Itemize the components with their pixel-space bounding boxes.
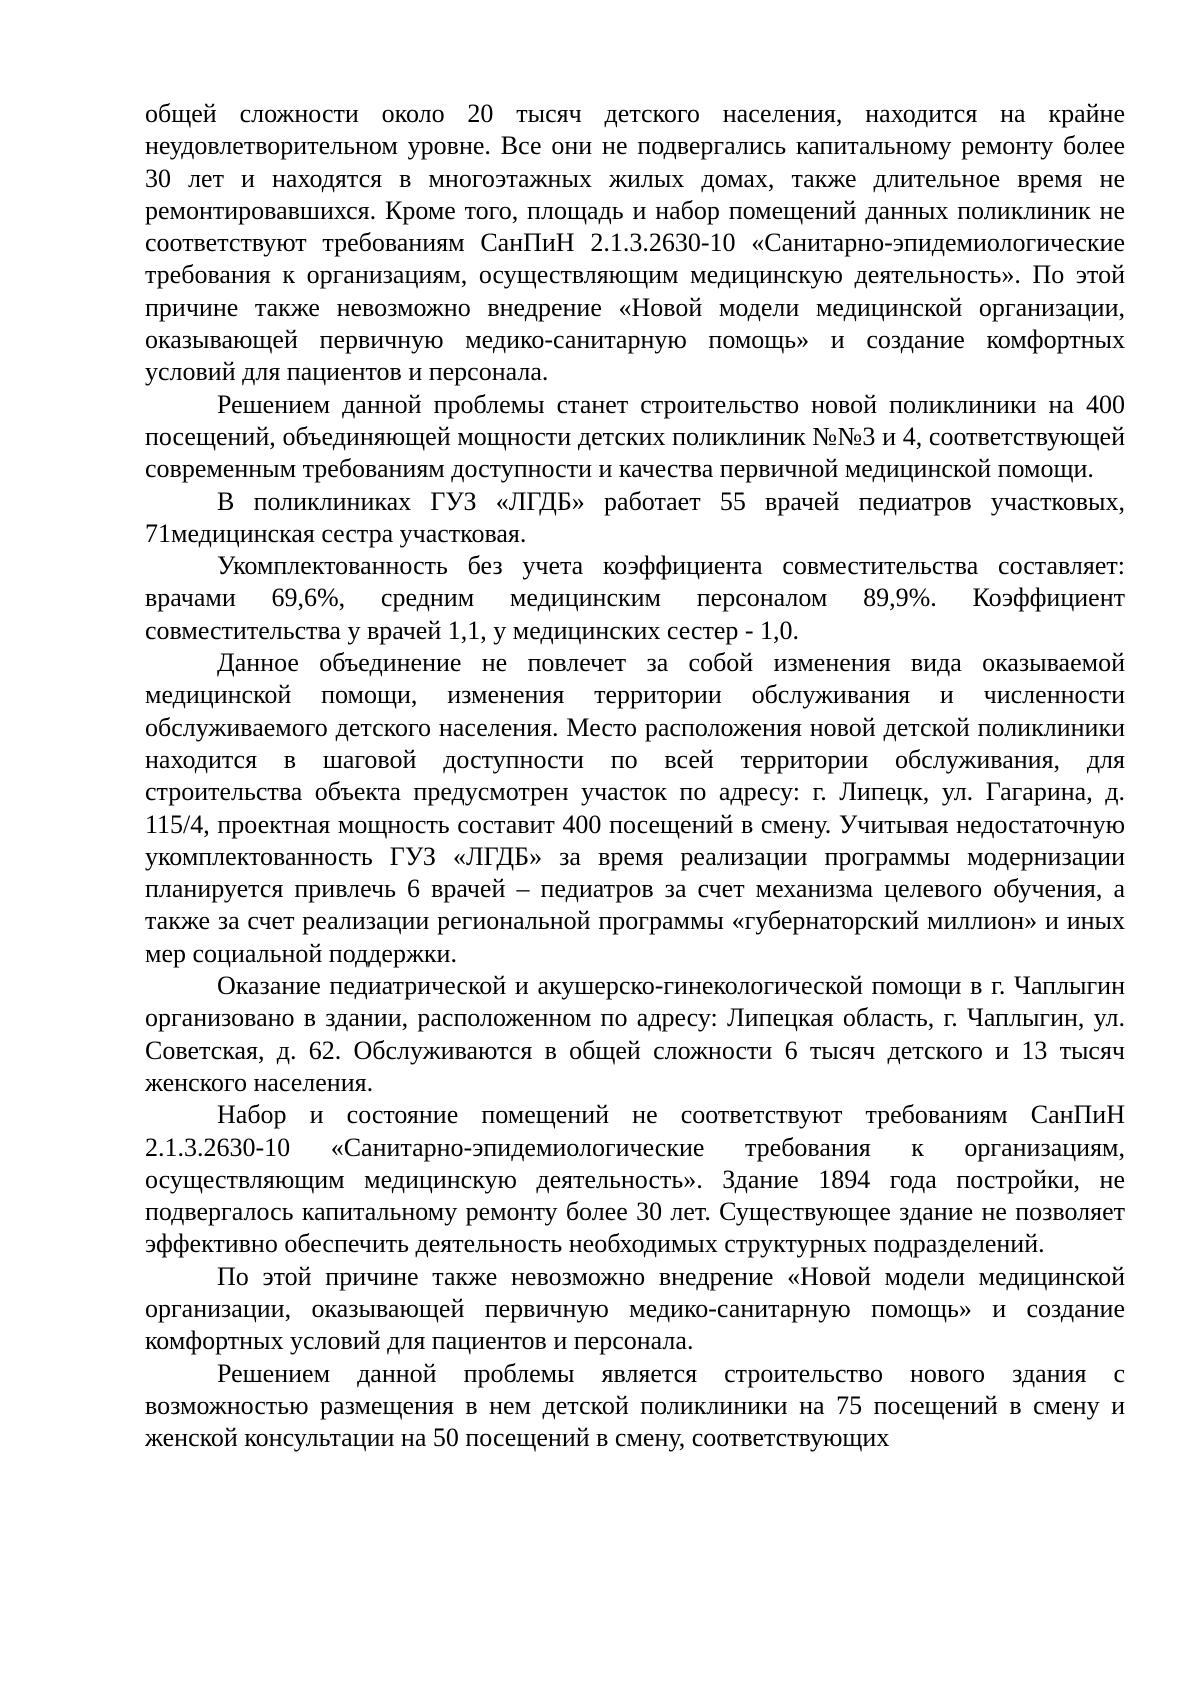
paragraph-staffing-level: Укомплектованность без учета коэффициента совместительства составляет: врачами 69,6%, средним медицинским персоналом 89,9%. Коэффициент совместительства у врачей 1,1, у медицинских сестер - 1,0. xyxy=(145,551,1125,645)
paragraph-building-condition: Набор и состояние помещений не соответствуют требованиям СанПиН 2.1.3.2630-10 «Санитарно-эпидемиологические требования к организациям, осуществляющим медицинскую деятельность». Здание 1894 года постройки, не подвергалось капитальному ремонту более 30 лет. Существующее здание не позволяет эффективно обеспечить деятельность необходимых структурных подразделений. xyxy=(145,1100,1125,1259)
document-page xyxy=(145,98,1125,1454)
paragraph-continuation: общей сложности около 20 тысяч детского населения, находится на крайне неудовлетворительном уровне. Все они не подвергались капитальному ремонту более 30 лет и находятся в многоэтажных жилых домах, также длительное время не ремонтировавшихся. Кроме того, площадь и набор помещений данных поликлиник не соответствуют требованиям СанПиН 2.1.3.2630-10 «Санитарно-эпидемиологические требования к организациям, осуществляющим медицинскую деятельность». По этой причине также невозможно внедрение «Новой модели медицинской организации, оказывающей первичную медико-санитарную помощь» и создание комфортных условий для пациентов и персонала. xyxy=(145,99,1125,387)
paragraph-staff-count: В поликлиниках ГУЗ «ЛГДБ» работает 55 врачей педиатров участковых, 71медицинская сестра участковая. xyxy=(145,486,1125,548)
paragraph-merger-details: Данное объединение не повлечет за собой изменения вида оказываемой медицинской помощи, изменения территории обслуживания и численности обслуживаемого детского населения. Место расположения новой детской поликлиники находится в шаговой доступности по всей территории обслуживания, для строительства объекта предусмотрен участок по адресу: г. Липецк, ул. Гагарина, д. 115/4, проектная мощность составит 400 посещений в смену. Учитывая недостаточную укомплектованность ГУЗ «ЛГДБ» за время реализации программы модернизации планируется привлечь 6 врачей – педиатров за счет механизма целевого обучения, а также за счет реализации региональной программы «губернаторский миллион» и иных мер социальной поддержки. xyxy=(145,648,1125,968)
paragraph-new-polyclinic-solution: Решением данной проблемы станет строительство новой поликлиники на 400 посещений, объединяющей мощности детских поликлиник №№3 и 4, соответствующей современным требованиям доступности и качества первичной медицинской помощи. xyxy=(145,389,1125,484)
paragraph-new-building-solution: Решением данной проблемы является строительство нового здания с возможностью размещения в нем детской поликлиники на 75 посещений в смену и женской консультации на 50 посещений в смену, соответствующих xyxy=(145,1358,1125,1453)
paragraph-chaplygin-care: Оказание педиатрической и акушерско-гинекологической помощи в г. Чаплыгин организовано в здании, расположенном по адресу: Липецкая область, г. Чаплыгин, ул. Советская, д. 62. Обслуживаются в общей сложности 6 тысяч детского и 13 тысяч женского населения. xyxy=(145,971,1125,1097)
paragraph-model-impossible: По этой причине также невозможно внедрение «Новой модели медицинской организации, оказывающей первичную медико-санитарную помощь» и создание комфортных условий для пациентов и персонала. xyxy=(145,1261,1125,1356)
